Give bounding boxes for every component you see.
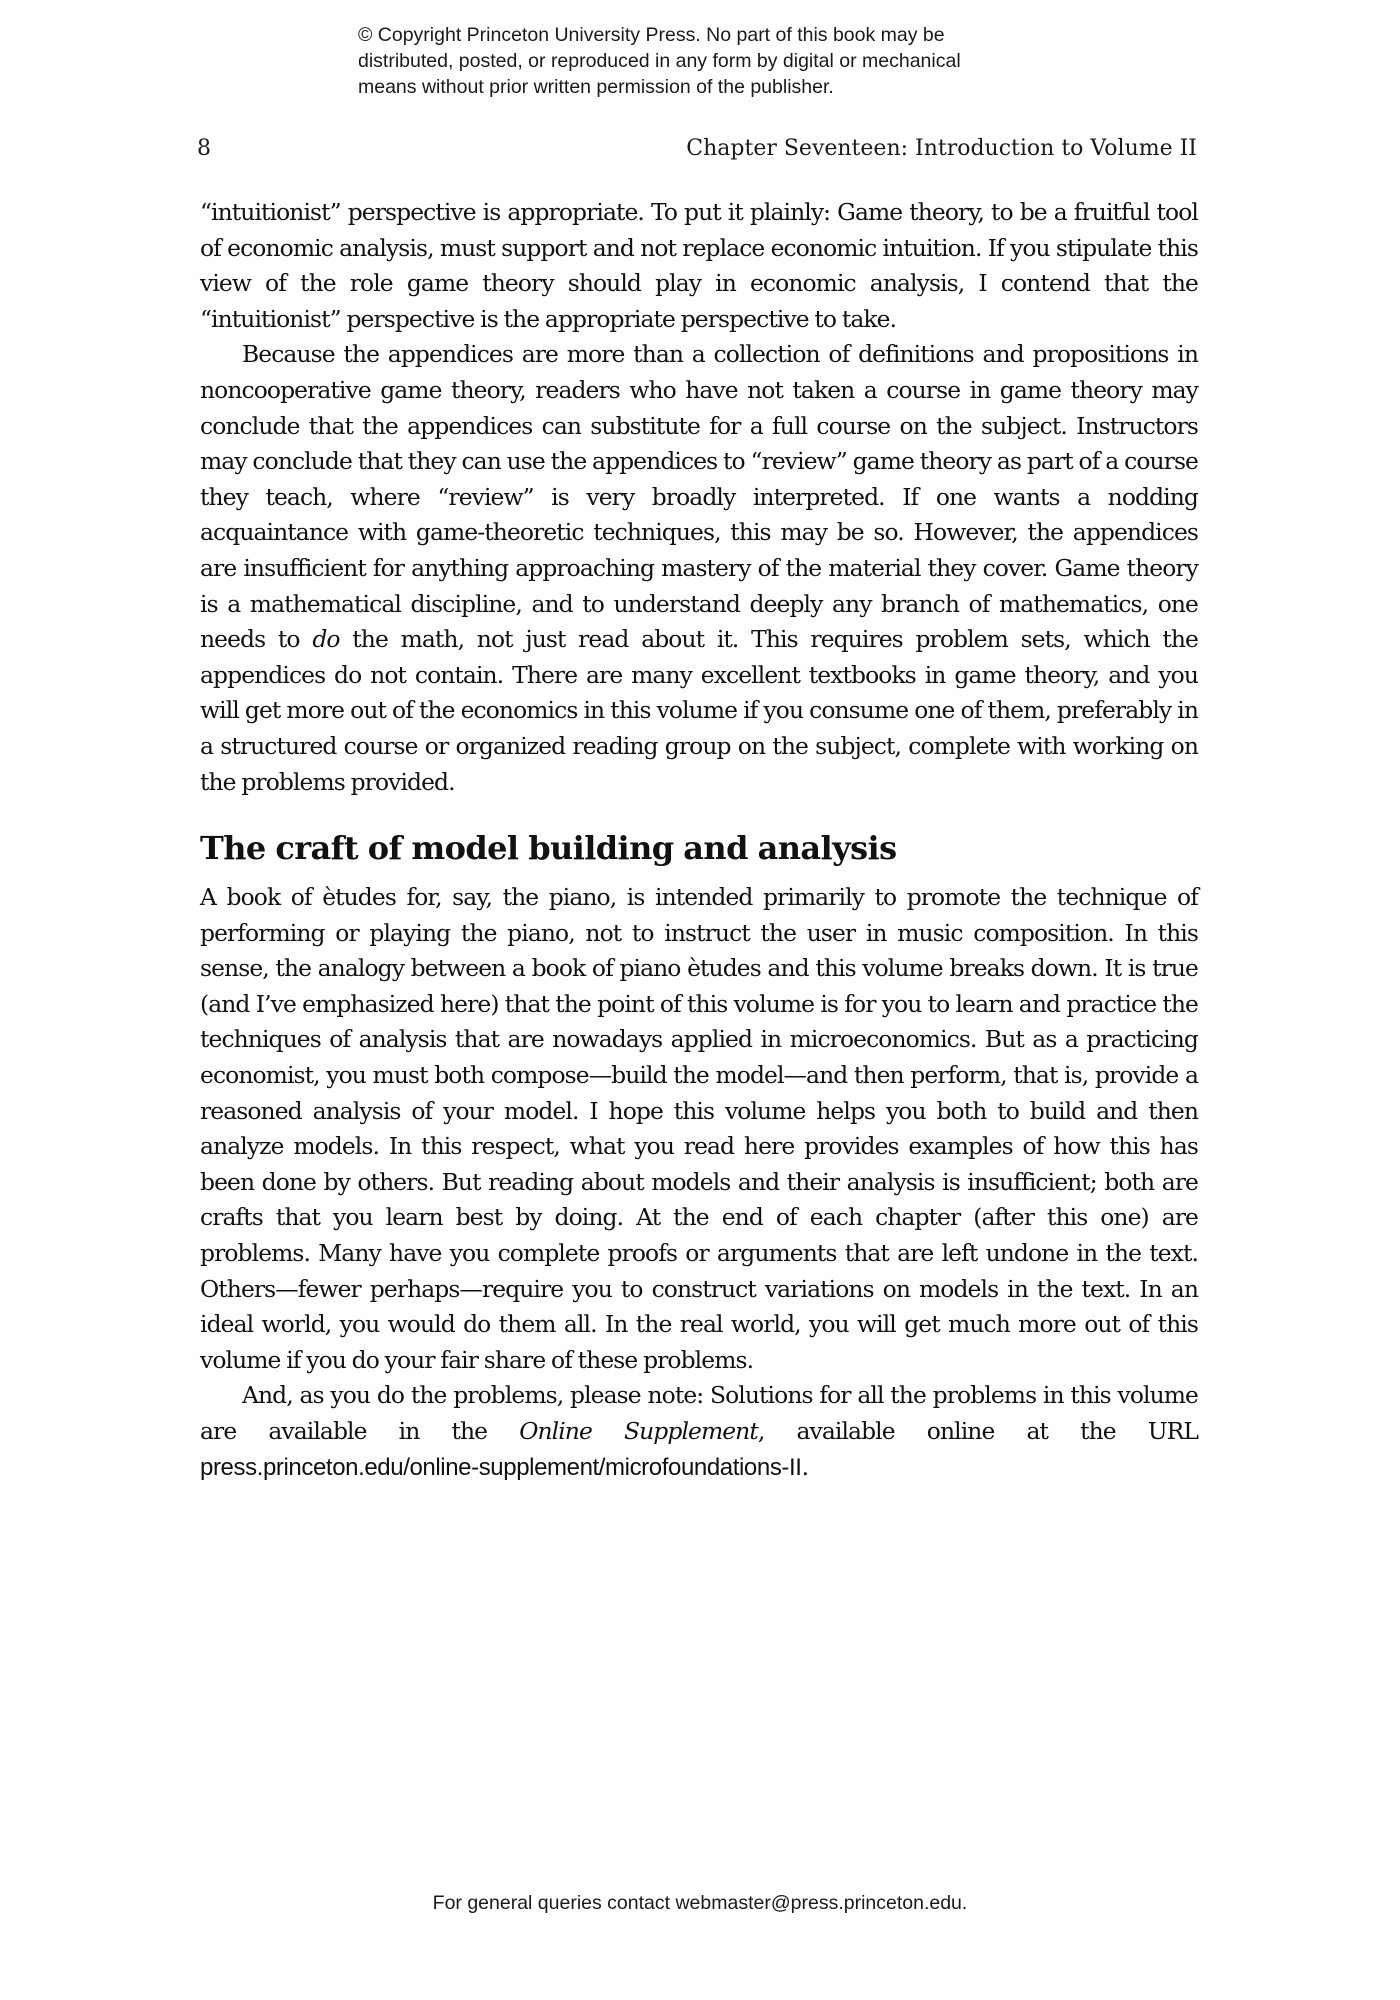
- copyright-notice: [358, 22, 1058, 100]
- online-supplement-title: Online Supplement: [519, 1417, 758, 1445]
- paragraph-4-text-b: , available online at the URL: [757, 1417, 1198, 1445]
- copyright-line-3: means without prior written permission of the publisher.: [358, 76, 834, 98]
- chapter-title: Chapter Seventeen: Introduction to Volume II: [686, 136, 1197, 161]
- paragraph-4: [200, 1378, 1198, 1485]
- footer-contact: For general queries contact webmaster@press.princeton.edu.: [432, 1892, 968, 1914]
- paragraph-2: [200, 337, 1198, 800]
- section-heading: The craft of model building and analysis: [200, 829, 897, 868]
- paragraph-4-text-a: And, as you do the problems, please note: Solutions for all the problems in this volume are available in the: [200, 1381, 1198, 1445]
- paragraph-2-text-b: the math, not just read about it. This requires problem sets, which the appendices do not contain. There are many excellent textbooks in game theory, and you will get more out of the economics in this volume if you consume one of them, preferably in a structured course or organized reading group on the subject, complete with working on the problems provided.: [200, 625, 1199, 796]
- supplement-url: press.princeton.edu/online-supplement/microfoundations-II: [200, 1453, 802, 1481]
- paragraph-1: “intuitionist” perspective is appropriate. To put it plainly: Game theory, to be a fruitful tool of economic analysis, must support and not replace economic intuition. If you stipulate this view of the role game theory should play in economic analysis, I contend that the “intuitionist” perspective is the appropriate perspective to take.: [200, 198, 1198, 333]
- emphasis-do: do: [312, 625, 340, 654]
- paragraph-3: A book of ètudes for, say, the piano, is intended primarily to promote the technique of performing or playing the piano, not to instruct the user in music composition. In this sense, the analogy between a book of piano ètudes and this volume breaks down. It is true (and I’ve emphasized here) that the point of this volume is for you to learn and practice the techniques of analysis that are nowadays applied in microeconomics. But as a practicing economist, you must both compose—build the model—and then perform, that is, provide a reasoned analysis of your model. I hope this volume helps you both to build and then analyze models. In this respect, what you read here provides examples of how this has been done by others. But reading about models and their analysis is insufficient; both are crafts that you learn best by doing. At the end of each chapter (after this one) are problems. Many have you complete proofs or arguments that are left undone in the text. Others—fewer perhaps—require you to construct variations on models in the text. In an ideal world, you would do them all. In the real world, you will get much more out of this volume if you do your fair share of these problems.: [200, 883, 1198, 1374]
- copyright-line-1: © Copyright Princeton University Press. No part of this book may be: [358, 24, 945, 46]
- paragraph-4-end: .: [801, 1452, 809, 1481]
- copyright-line-2: distributed, posted, or reproduced in any form by digital or mechanical: [358, 50, 961, 72]
- paragraph-2-text-a: Because the appendices are more than a collection of definitions and propositions in noncooperative game theory, readers who have not taken a course in game theory may conclude that the appendices can substitute for a full course on the subject. Instructors may conclude that they can use the appendices to “review” game theory as part of a course they teach, where “review” is very broadly interpreted. If one wants a nodding acquaintance with game-theoretic techniques, this may be so. However, the appendices are insufficient for anything approaching mastery of the material they cover. Game theory is a mathematical discipline, and to understand deeply any branch of mathematics, one needs to: [200, 340, 1198, 654]
- page-number: 8: [197, 136, 211, 161]
- page-body: [200, 195, 1198, 1485]
